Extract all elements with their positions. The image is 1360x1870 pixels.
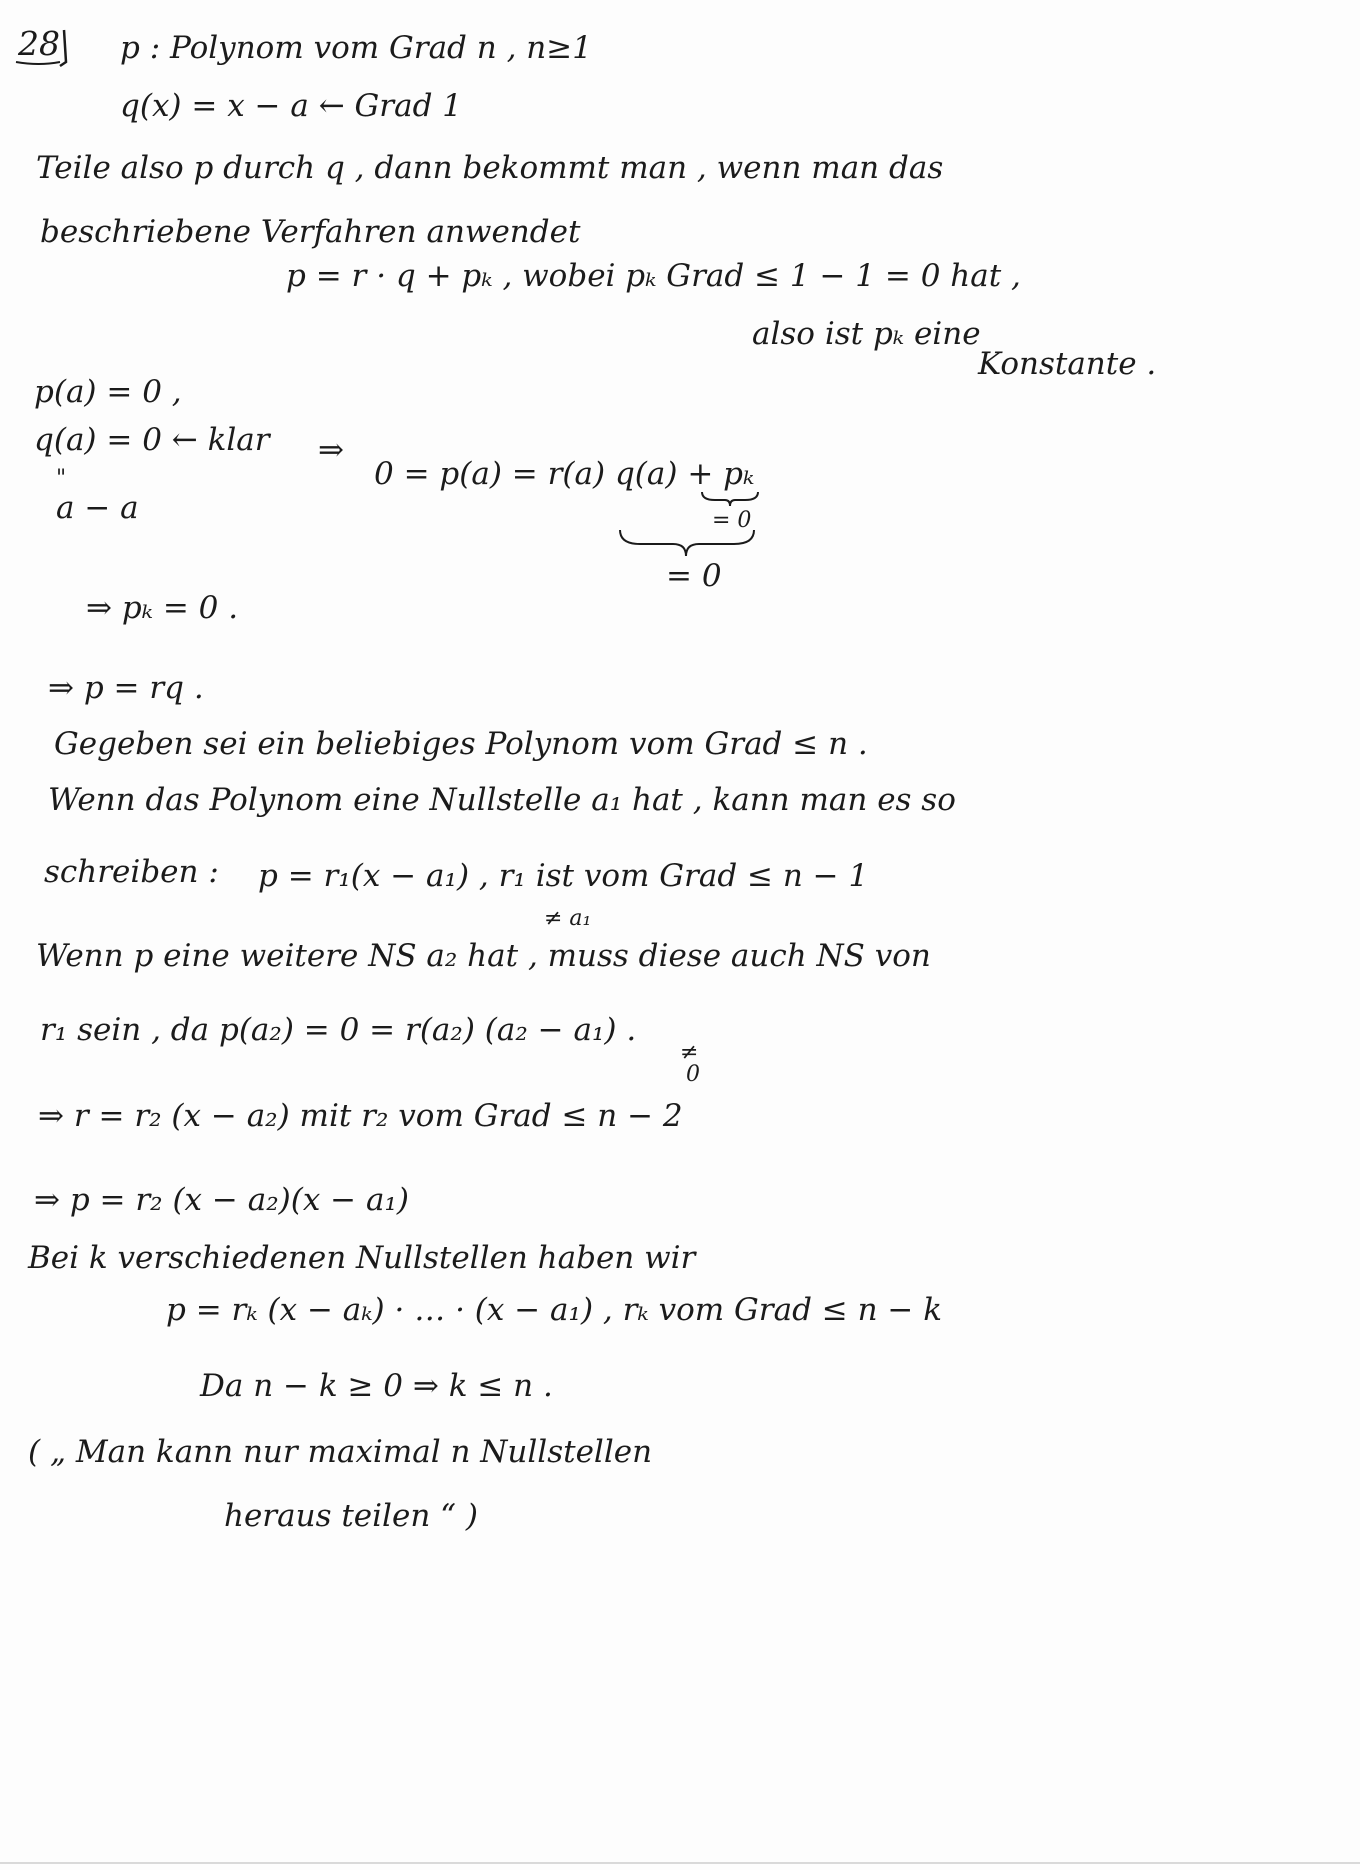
text-line: a − a (56, 490, 139, 526)
text-line: Wenn das Polynom eine Nullstelle a₁ hat , kann man es so (48, 782, 956, 818)
text-line: ⇒ r = r₂ (x − a₂) mit r₂ vom Grad ≤ n − 2 (38, 1098, 683, 1134)
text-line: Konstante . (978, 346, 1157, 382)
annotation-zero: 0 (686, 1062, 700, 1087)
text-line: Gegeben sei ein beliebiges Polynom vom Grad ≤ n . (54, 726, 868, 762)
underbrace-small (700, 490, 760, 508)
text-line: ( „ Man kann nur maximal n Nullstellen (28, 1434, 653, 1470)
text-line: r₁ sein , da p(a₂) = 0 = r(a₂) (a₂ − a₁) . (40, 1012, 637, 1048)
text-line: ⇒ pₖ = 0 . (86, 590, 239, 626)
scan-edge-line (0, 1862, 1360, 1864)
text-line: beschriebene Verfahren anwendet (40, 214, 581, 250)
problem-number-underline (14, 58, 64, 68)
text-line: p = r₁(x − a₁) , r₁ ist vom Grad ≤ n − 1 (258, 858, 869, 894)
text-line: q(x) = x − a ← Grad 1 (120, 88, 463, 124)
text-line: p = r · q + pₖ , wobei pₖ Grad ≤ 1 − 1 = 0 hat , (286, 258, 1021, 294)
annotation-not-equal: ≠ (680, 1040, 699, 1065)
text-line: also ist pₖ eine (752, 316, 981, 352)
underbrace-large-value: = 0 (666, 558, 722, 594)
text-line: ⇒ p = r₂ (x − a₂)(x − a₁) (34, 1182, 409, 1218)
text-line: Wenn p eine weitere NS a₂ hat , muss diese auch NS von (36, 938, 931, 974)
implies-arrow: ⇒ (318, 432, 344, 468)
text-line: ⇒ p = rq . (48, 670, 204, 706)
text-line: heraus teilen “ ) (224, 1498, 478, 1534)
underbrace-small-value: = 0 (712, 508, 752, 533)
underbrace-large (618, 528, 758, 558)
text-line: p = rₖ (x − aₖ) · … · (x − a₁) , rₖ vom Grad ≤ n − k (166, 1292, 943, 1328)
text-line: Bei k verschiedenen Nullstellen haben wir (28, 1240, 696, 1276)
text-line: q(a) = 0 ← klar (34, 422, 270, 458)
text-line: Teile also p durch q , dann bekommt man , wenn man das (36, 150, 944, 186)
equals-mark: " (56, 466, 67, 491)
text-line: schreiben : (44, 854, 219, 890)
text-line: p : Polynom vom Grad n , n≥1 (120, 30, 592, 66)
annotation-not-equal: ≠ a₁ (544, 906, 592, 931)
text-line: p(a) = 0 , (34, 374, 182, 410)
problem-number: 28 (18, 24, 60, 63)
equation-line: 0 = p(a) = r(a) q(a) + pₖ (374, 456, 755, 492)
text-line: Da n − k ≥ 0 ⇒ k ≤ n . (200, 1368, 553, 1404)
